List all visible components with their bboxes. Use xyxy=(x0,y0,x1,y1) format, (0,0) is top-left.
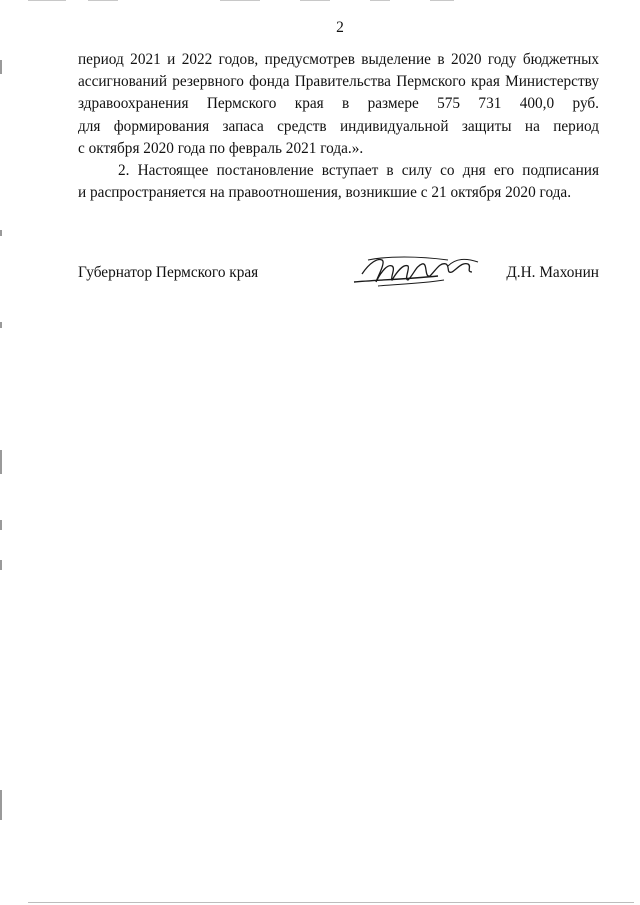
scan-edge-mark xyxy=(0,230,2,236)
text-line: и распространяется на правоотношения, возникшие с 21 октября 2020 года. xyxy=(78,184,572,202)
handwritten-signature xyxy=(348,252,488,292)
text-line: с октября 2020 года по февраль 2021 года.». xyxy=(78,139,364,157)
document-body xyxy=(78,49,599,204)
text-line: 2. Настоящее постановление вступает в силу со дня его подписания xyxy=(118,162,599,180)
paragraph-continuation xyxy=(78,49,599,160)
scan-edge-mark xyxy=(0,790,2,820)
scan-artifact-top xyxy=(0,0,640,2)
scan-edge-mark xyxy=(0,450,2,474)
scan-edge-mark xyxy=(0,322,2,328)
signatory-title: Губернатор Пермского края xyxy=(78,264,259,281)
scan-edge-mark xyxy=(0,60,2,74)
signature-block xyxy=(78,258,599,298)
text-line: для формирования запаса средств индивидуальной защиты на период xyxy=(78,117,599,135)
scan-edge-mark xyxy=(0,520,2,530)
paragraph-effective-date xyxy=(78,160,599,204)
text-line: ассигнований резервного фонда Правительства Пермского края Министерству xyxy=(78,73,599,91)
text-line: период 2021 и 2022 годов, предусмотрев выделение в 2020 году бюджетных xyxy=(78,51,599,68)
scan-edge-mark xyxy=(0,560,2,570)
text-line: здравоохранения Пермского края в размере 575 731 400,0 руб. xyxy=(78,95,599,113)
page-number: 2 xyxy=(336,19,344,36)
signatory-name: Д.Н. Махонин xyxy=(506,264,599,281)
scan-artifact-bottom xyxy=(28,902,634,903)
